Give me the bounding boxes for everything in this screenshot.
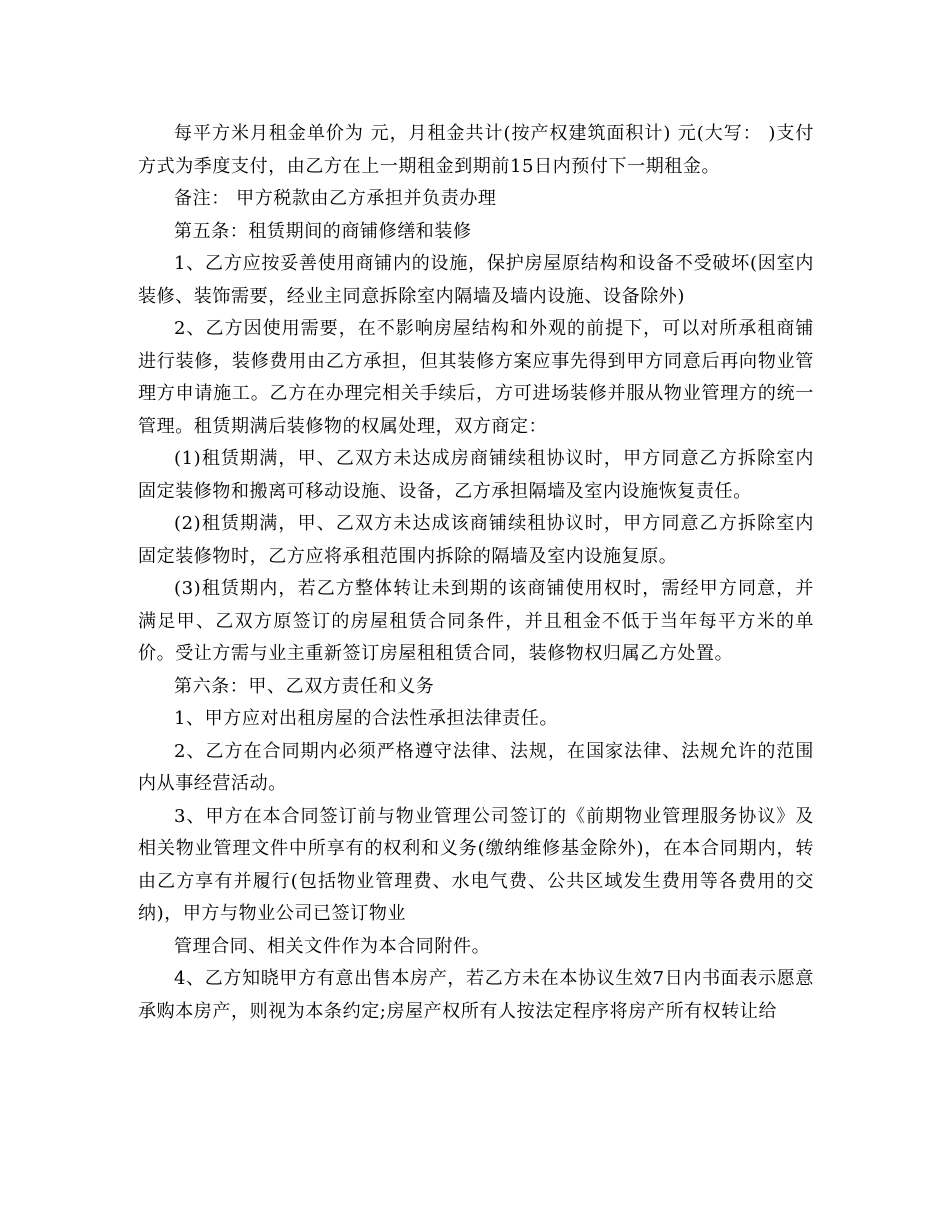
paragraph-article-6-item-3: 3、甲方在本合同签订前与物业管理公司签订的《前期物业管理服务协议》及相关物业管理文件中所享有的权利和义务(缴纳维修基金除外)，在本合同期内，转由乙方享有并履行(包括物业管理费、水电气费、公共区域发生费用等各费用的交纳)，甲方与物业公司已签订物业 [138, 805, 814, 924]
paragraph-article-6-item-1: 1、甲方应对出租房屋的合法性承担法律责任。 [174, 708, 559, 729]
paragraph-article-5-item-2: 2、乙方因使用需要，在不影响房屋结构和外观的前提下，可以对所承租商铺进行装修，装修费用由乙方承担，但其装修方案应事先得到甲方同意后再向物业管理方申请施工。乙方在办理完相关手续后，方可进场装修并服从物业管理方的统一管理。租赁期满后装修物的权属处理，双方商定： [138, 318, 814, 437]
paragraph-article-6-item-2: 2、乙方在合同期内必须严格遵守法律、法规，在国家法律、法规允许的范围内从事经营活动。 [138, 740, 814, 794]
paragraph-article-6-item-4: 4、乙方知晓甲方有意出售本房产，若乙方未在本协议生效7日内书面表示愿意承购本房产，则视为本条约定;房屋产权所有人按法定程序将房产所有权转让给 [138, 968, 814, 1022]
paragraph-article-5-item-1: 1、乙方应按妥善使用商铺内的设施，保护房屋原结构和设备不受破坏(因室内装修、装饰需要，经业主同意拆除室内隔墙及墙内设施、设备除外) [138, 253, 814, 307]
article-6-heading: 第六条：甲、乙双方责任和义务 [174, 675, 435, 697]
paragraph-remark: 备注： 甲方税款由乙方承担并负责办理 [174, 188, 497, 209]
paragraph-article-5-sub-3: (3)租赁期内，若乙方整体转让未到期的该商铺使用权时，需经甲方同意，并满足甲、乙双方原签订的房屋租赁合同条件，并且租金不低于当年每平方米的单价。受让方需与业主重新签订房屋租租赁合同，装修物权归属乙方处置。 [138, 578, 814, 664]
paragraph-article-6-item-3-cont: 管理合同、相关文件作为本合同附件。 [174, 935, 491, 957]
article-5-heading: 第五条：租赁期间的商铺修缮和装修 [174, 220, 472, 242]
document-page [138, 118, 814, 1028]
paragraph-article-5-sub-2: (2)租赁期满，甲、乙双方未达成该商铺续租协议时，甲方同意乙方拆除室内固定装修物时，乙方应将承租范围内拆除的隔墙及室内设施复原。 [138, 513, 814, 567]
paragraph-article-5-sub-1: (1)租赁期满，甲、乙双方未达成房商铺续租协议时，甲方同意乙方拆除室内固定装修物和搬离可移动设施、设备，乙方承担隔墙及室内设施恢复责任。 [138, 448, 814, 502]
paragraph-rent-price: 每平方米月租金单价为 元，月租金共计(按产权建筑面积计) 元(大写： )支付方式为季度支付，由乙方在上一期租金到期前15日内预付下一期租金。 [138, 123, 814, 177]
